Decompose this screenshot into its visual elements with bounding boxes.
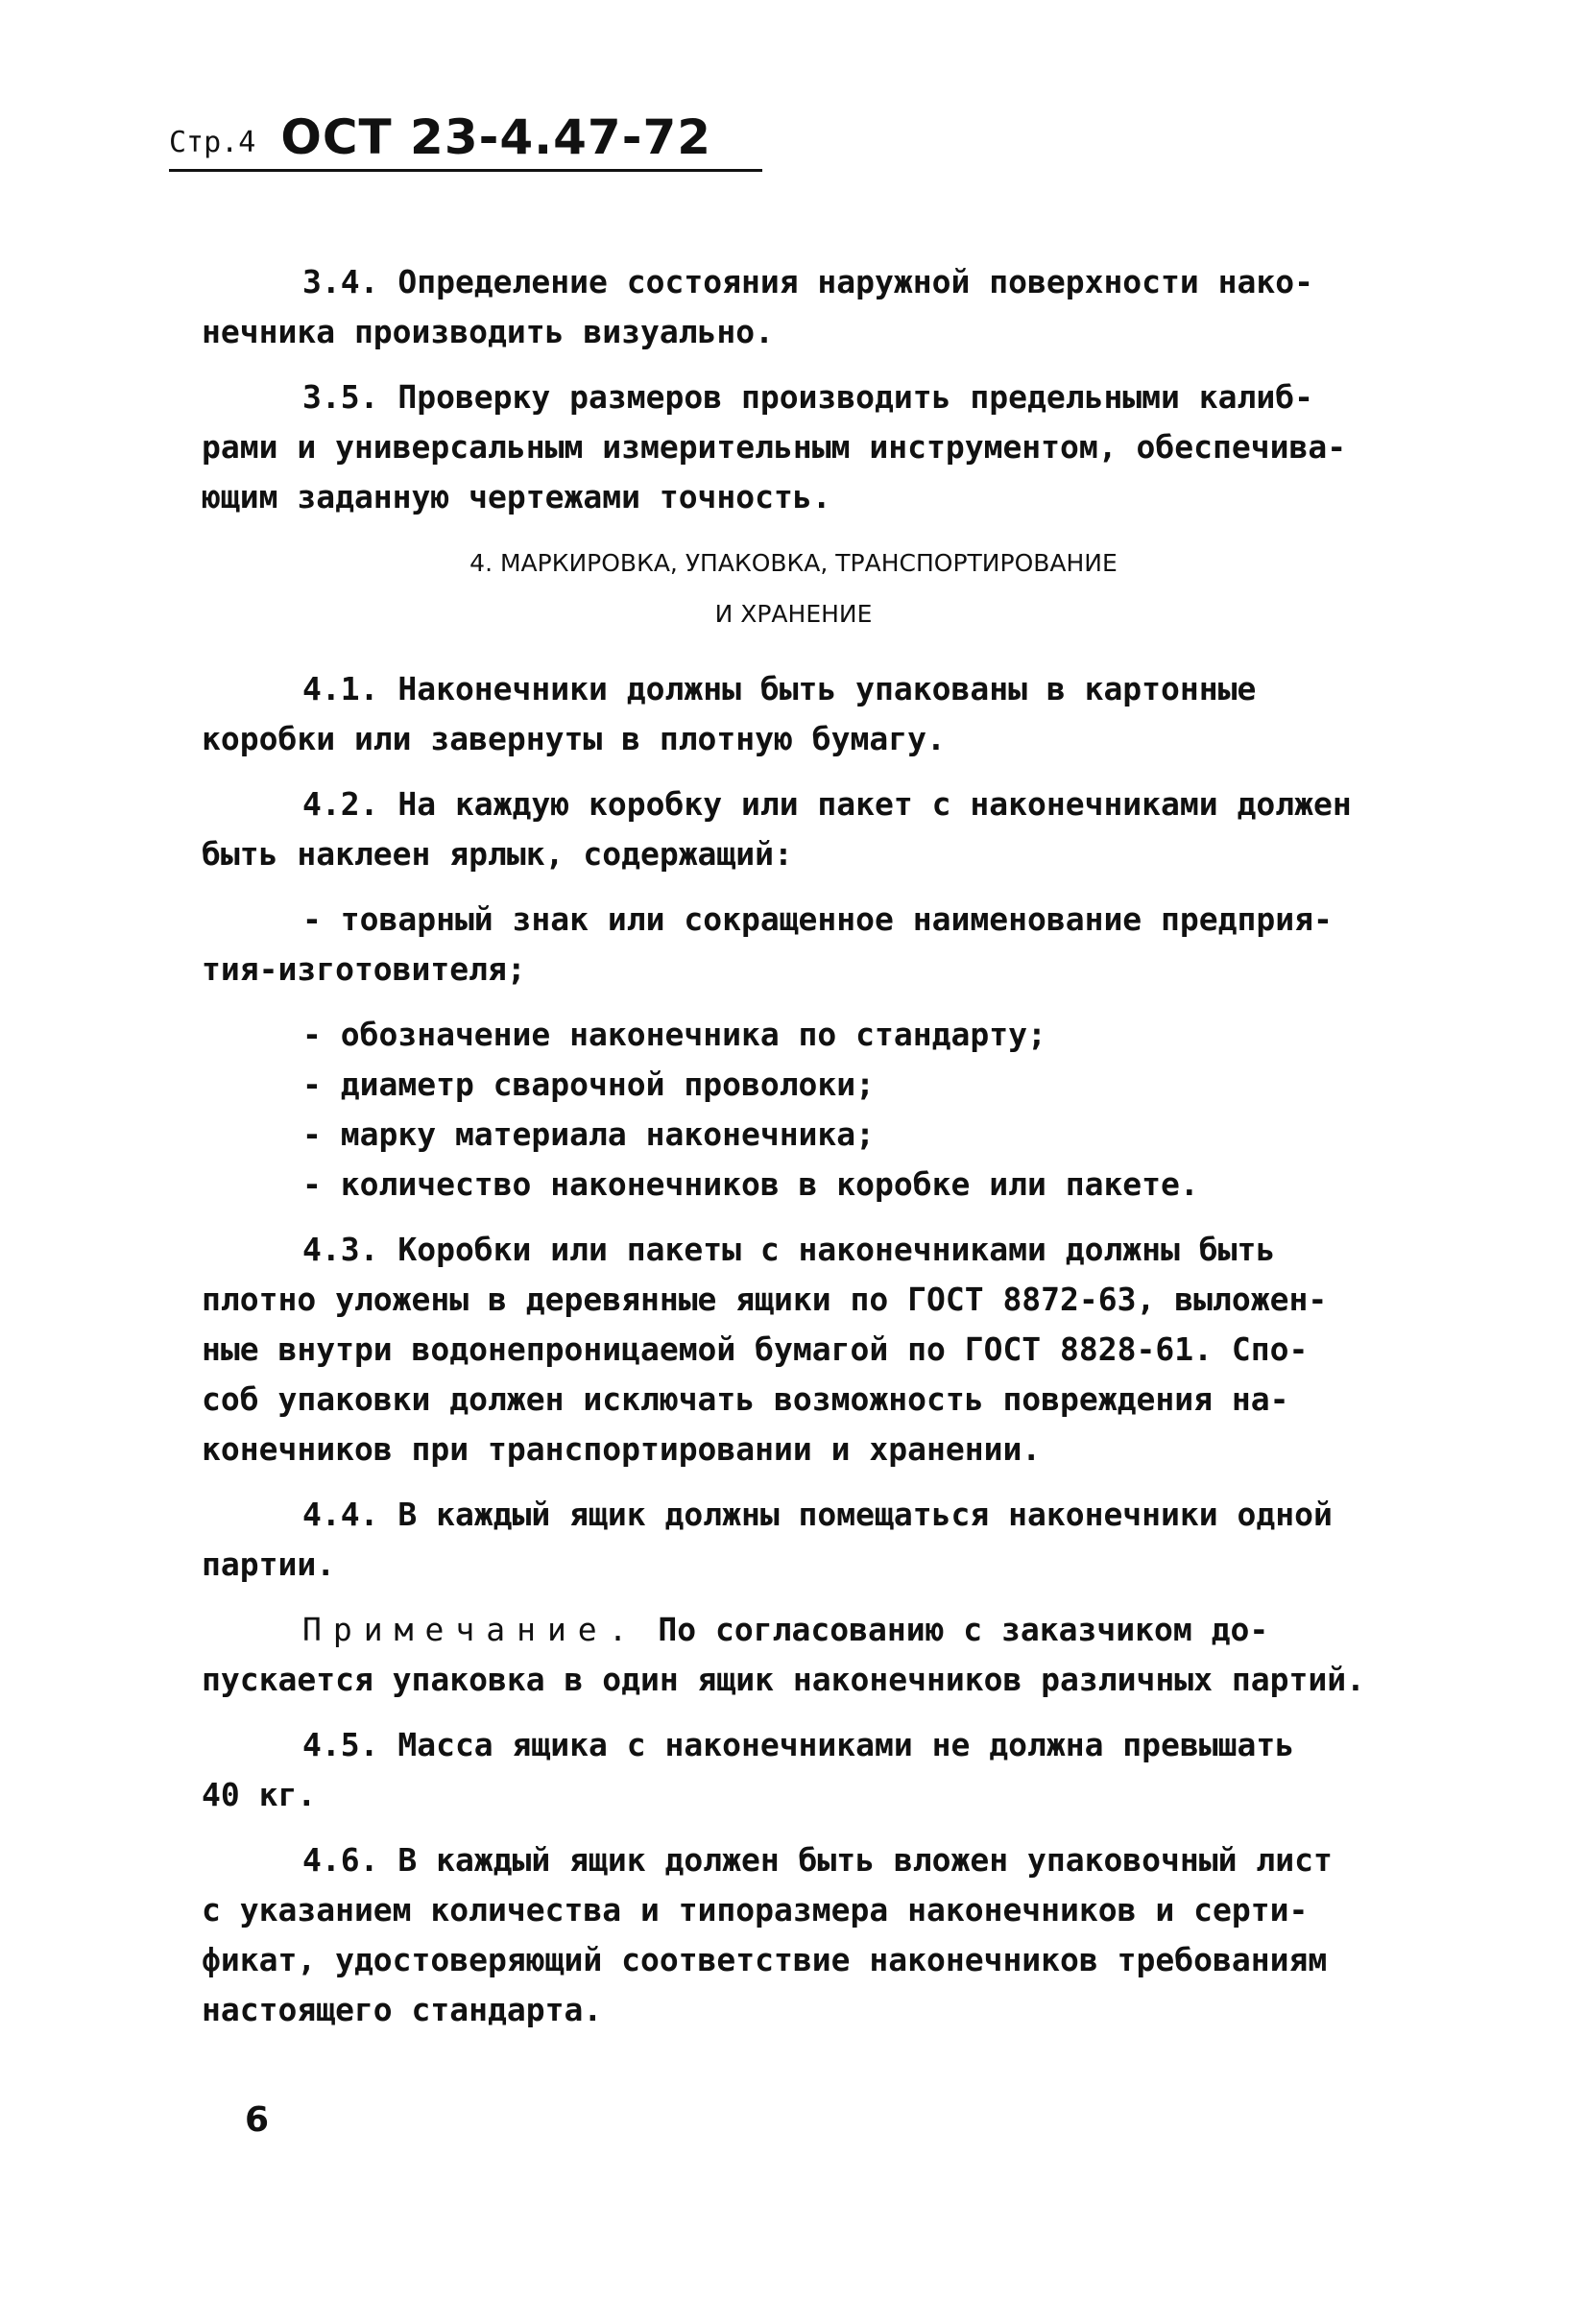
paragraph-3-5-line-1: 3.5. Проверку размеров производить предельными калиб- [302, 378, 1313, 416]
list-item-trademark-cont: тия-изготовителя; [202, 950, 526, 988]
document-code: ОСТ 23-4.47-72 [280, 109, 712, 165]
section-4-title-line-1: 4. МАРКИРОВКА, УПАКОВКА, ТРАНСПОРТИРОВАНИЕ [469, 549, 1118, 577]
paragraph-4-2-line-2: быть наклеен ярлык, содержащий: [202, 835, 793, 873]
paragraph-3-4-line-1: 3.4. Определение состояния наружной поверхности нако- [302, 263, 1313, 300]
note-label: Примечание. [302, 1611, 639, 1648]
page-label: Стр.4 [169, 126, 256, 159]
paragraph-4-3-line-1: 4.3. Коробки или пакеты с наконечниками должны быть [302, 1231, 1276, 1268]
paragraph-4-2-line-1: 4.2. На каждую коробку или пакет с наконечниками должен [302, 785, 1352, 823]
section-4-title-line-2: И ХРАНЕНИЕ [714, 600, 873, 628]
page-header [169, 106, 762, 172]
paragraph-4-6-line-1: 4.6. В каждый ящик должен быть вложен упаковочный лист [302, 1841, 1333, 1879]
note-line-2: пускается упаковка в один ящик наконечников различных партий. [202, 1661, 1365, 1698]
paragraph-4-3-line-2: плотно уложены в деревянные ящики по ГОСТ 8872-63, выложен- [202, 1281, 1328, 1318]
paragraph-4-3-line-4: соб упаковки должен исключать возможность повреждения на- [202, 1380, 1289, 1418]
list-item-diameter: - диаметр сварочной проволоки; [302, 1066, 876, 1103]
paragraph-4-1-line-1: 4.1. Наконечники должны быть упакованы в картонные [302, 670, 1257, 707]
paragraph-4-4-line-2: партии. [202, 1545, 336, 1583]
list-item-designation: - обозначение наконечника по стандарту; [302, 1016, 1046, 1053]
paragraph-4-6-line-2: с указанием количества и типоразмера наконечников и серти- [202, 1891, 1309, 1929]
paragraph-4-5-line-2: 40 кг. [202, 1776, 317, 1813]
list-item-quantity: - количество наконечников в коробке или пакете. [302, 1165, 1199, 1203]
paragraph-4-1-line-2: коробки или завернуты в плотную бумагу. [202, 720, 946, 757]
paragraph-3-5-line-3: ющим заданную чертежами точность. [202, 478, 831, 515]
paragraph-4-6-line-4: настоящего стандарта. [202, 1991, 603, 2028]
page-number: 6 [245, 2100, 270, 2140]
list-item-material: - марку материала наконечника; [302, 1115, 876, 1153]
paragraph-4-5-line-1: 4.5. Масса ящика с наконечниками не должна превышать [302, 1726, 1295, 1763]
paragraph-4-6-line-3: фикат, удостоверяющий соответствие наконечников требованиям [202, 1941, 1328, 1978]
paragraph-3-5-line-2: рами и универсальным измерительным инструментом, обеспечива- [202, 428, 1347, 466]
note-line-1: Примечание. По согласованию с заказчиком до- [302, 1611, 1269, 1648]
paragraph-3-4-line-2: нечника производить визуально. [202, 313, 775, 350]
paragraph-4-3-line-5: конечников при транспортировании и хранении. [202, 1430, 1042, 1468]
list-item-trademark: - товарный знак или сокращенное наименование предприя- [302, 900, 1333, 938]
paragraph-4-3-line-3: ные внутри водонепроницаемой бумагой по ГОСТ 8828-61. Спо- [202, 1330, 1309, 1368]
paragraph-4-4-line-1: 4.4. В каждый ящик должны помещаться наконечники одной [302, 1496, 1333, 1533]
